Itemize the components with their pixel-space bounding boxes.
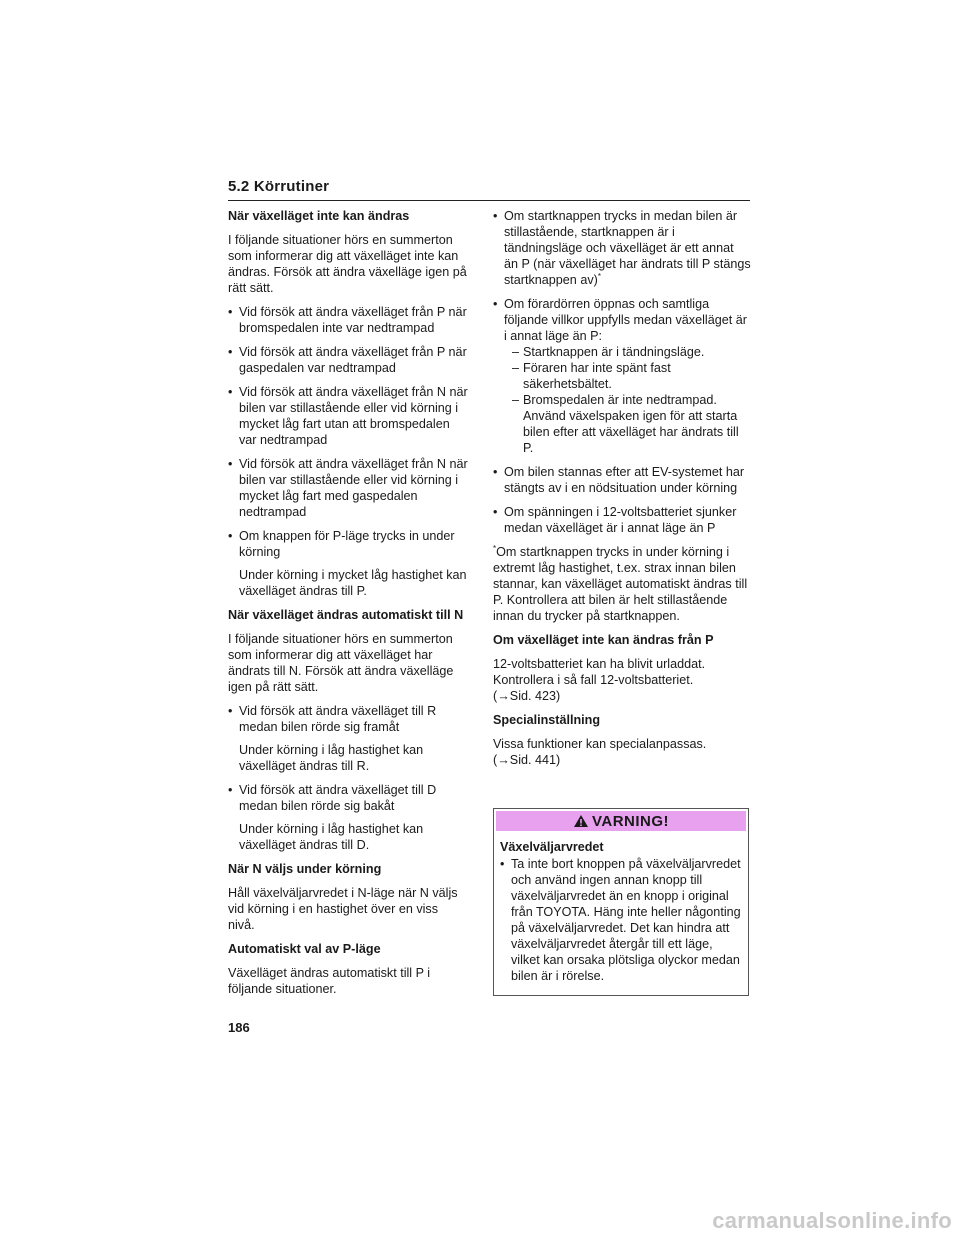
heading-auto-p: Automatiskt val av P-läge (228, 942, 381, 956)
bullet-marker: • (228, 704, 233, 718)
list-item (228, 703, 468, 774)
warning-list-item (500, 856, 742, 984)
list-item (228, 344, 468, 376)
footnote-marker: * (597, 271, 601, 281)
bullet-marker: • (493, 465, 498, 479)
warning-text: Ta inte bort knoppen på växelväljarvredet och använd ingen annan knopp till växelväljarvredet än en knopp i original från TOYOTA. Häng inte heller någonting på växelväljarvredet. Det kan hindra att växelväljarvredet återgår till ett läge, vilket kan orsaka plötsliga olyckor medan bilen är i rörelse. (511, 857, 741, 983)
sub-list-item-text: Föraren har inte spänt fast säkerhetsbältet. (523, 361, 671, 391)
footnote-text: Om startknappen trycks in under körning i extremt låg hastighet, t.ex. strax innan bilen stannar, kan växelläget automatiskt ändras till P. Kontrollera att bilen är helt stillastående innan du trycker på startknappen. (493, 545, 748, 623)
warning-body (494, 833, 748, 984)
paragraph (493, 736, 751, 768)
warning-subtitle: Växelväljarvredet (500, 840, 604, 854)
page-reference-link[interactable]: (→Sid. 423) (493, 689, 561, 703)
page-number: 186 (228, 1020, 250, 1035)
list-item (228, 304, 468, 336)
list-item (493, 464, 751, 496)
list-item-text: Vid försök att ändra växelläget från P när gaspedalen var nedtrampad (239, 345, 467, 375)
warning-box (493, 808, 749, 996)
bullet-marker: • (228, 457, 233, 471)
dash-marker: – (512, 361, 520, 375)
list-item-text: Om förardörren öppnas och samtliga följande villkor uppfylls medan växelläget är i annat läge än P: (504, 297, 747, 343)
list-item (228, 456, 468, 520)
sub-list-item (512, 392, 751, 456)
heading-n-while-driving: När N väljs under körning (228, 862, 382, 876)
sub-list-item-text: Bromspedalen är inte nedtrampad. Använd växelspaken igen för att starta bilen efter att växelläget har ändrats till P. (523, 393, 739, 455)
list-item-text: Om knappen för P-läge trycks in under körning (239, 529, 455, 559)
sub-list-item (512, 360, 751, 392)
bullet-marker: • (228, 529, 233, 543)
section-divider (228, 200, 750, 201)
list-item-text: Vid försök att ändra växelläget från P när bromspedalen inte var nedtrampad (239, 305, 467, 335)
paragraph: I följande situationer hörs en summerton som informerar dig att växelläget har ändrats till N. Försök att ändra växelläge igen på rätt sätt. (228, 632, 454, 694)
dash-marker: – (512, 345, 520, 359)
list-item (493, 208, 751, 288)
list-item (493, 504, 751, 536)
list-item (228, 384, 468, 448)
left-column (228, 208, 468, 1005)
list-item (228, 782, 468, 853)
footnote (493, 544, 751, 624)
list-item-note: Under körning i mycket låg hastighet kan växelläget ändras till P. (239, 568, 467, 598)
paragraph (493, 656, 751, 704)
dash-marker: – (512, 393, 520, 407)
bullet-marker: • (228, 385, 233, 399)
list-item-text: Vid försök att ändra växelläget till R medan bilen rörde sig framåt (239, 704, 437, 734)
sub-list (512, 344, 751, 456)
list-item-text: Vid försök att ändra växelläget till D medan bilen rörde sig bakåt (239, 783, 437, 813)
bullet-marker: • (493, 209, 498, 223)
list-item-note: Under körning i låg hastighet kan växelläget ändras till R. (239, 743, 424, 773)
list-item-text: Om startknappen trycks in medan bilen är stillastående, startknappen är i tändningsläge och växelläget är ett annat än P (när växelläget har ändrats till P stängs startknappen av) (504, 209, 751, 287)
list-item-text: Vid försök att ändra växelläget från N när bilen var stillastående eller vid körning i mycket låg fart med gaspedalen nedtrampad (239, 457, 468, 519)
heading-auto-n: När växelläget ändras automatiskt till N (228, 608, 464, 622)
page-reference-link[interactable]: (→Sid. 441) (493, 753, 561, 767)
list-item-note: Under körning i låg hastighet kan växelläget ändras till D. (239, 822, 424, 852)
right-column (493, 208, 751, 776)
heading-customization: Specialinställning (493, 713, 601, 727)
section-title: 5.2 Körrutiner (228, 178, 330, 195)
sub-list-item (512, 344, 751, 360)
bullet-marker: • (228, 345, 233, 359)
bullet-marker: • (228, 305, 233, 319)
warning-triangle-icon (573, 814, 589, 828)
list-item (493, 296, 751, 456)
sub-list-item-text: Startknappen är i tändningsläge. (523, 345, 705, 359)
bullet-marker: • (493, 505, 498, 519)
bullet-marker: • (493, 297, 498, 311)
paragraph-text: 12-voltsbatteriet kan ha blivit urladdat. Kontrollera i så fall 12-voltsbatteriet. (493, 657, 706, 687)
bullet-marker: • (228, 783, 233, 797)
list-item-text: Vid försök att ändra växelläget från N när bilen var stillastående eller vid körning i mycket låg fart utan att bromspedalen var nedtrampad (239, 385, 468, 447)
paragraph: Håll växelväljarvredet i N-läge när N väljs vid körning i en hastighet över en viss nivå. (228, 886, 458, 932)
watermark: carmanualsonline.info (712, 1208, 952, 1233)
warning-title: VARNING! (591, 812, 670, 830)
paragraph: I följande situationer hörs en summerton som informerar dig att växelläget inte kan ändras. Försök att ändra växelläge igen på rätt sätt. (228, 233, 467, 295)
bullet-marker: • (500, 857, 505, 871)
list-item-text: Om spänningen i 12-voltsbatteriet sjunker medan växelläget är i annat läge än P (504, 505, 737, 535)
list-item-text: Om bilen stannas efter att EV-systemet har stängts av i en nödsituation under körning (504, 465, 745, 495)
heading-cannot-shift-from-p: Om växelläget inte kan ändras från P (493, 633, 714, 647)
list-item (228, 528, 468, 599)
warning-header (496, 811, 746, 831)
paragraph: Växelläget ändras automatiskt till P i följande situationer. (228, 966, 431, 996)
heading-shift-not-possible: När växelläget inte kan ändras (228, 209, 410, 223)
footnote-marker: * (493, 543, 497, 553)
paragraph-text: Vissa funktioner kan specialanpassas. (493, 737, 707, 751)
